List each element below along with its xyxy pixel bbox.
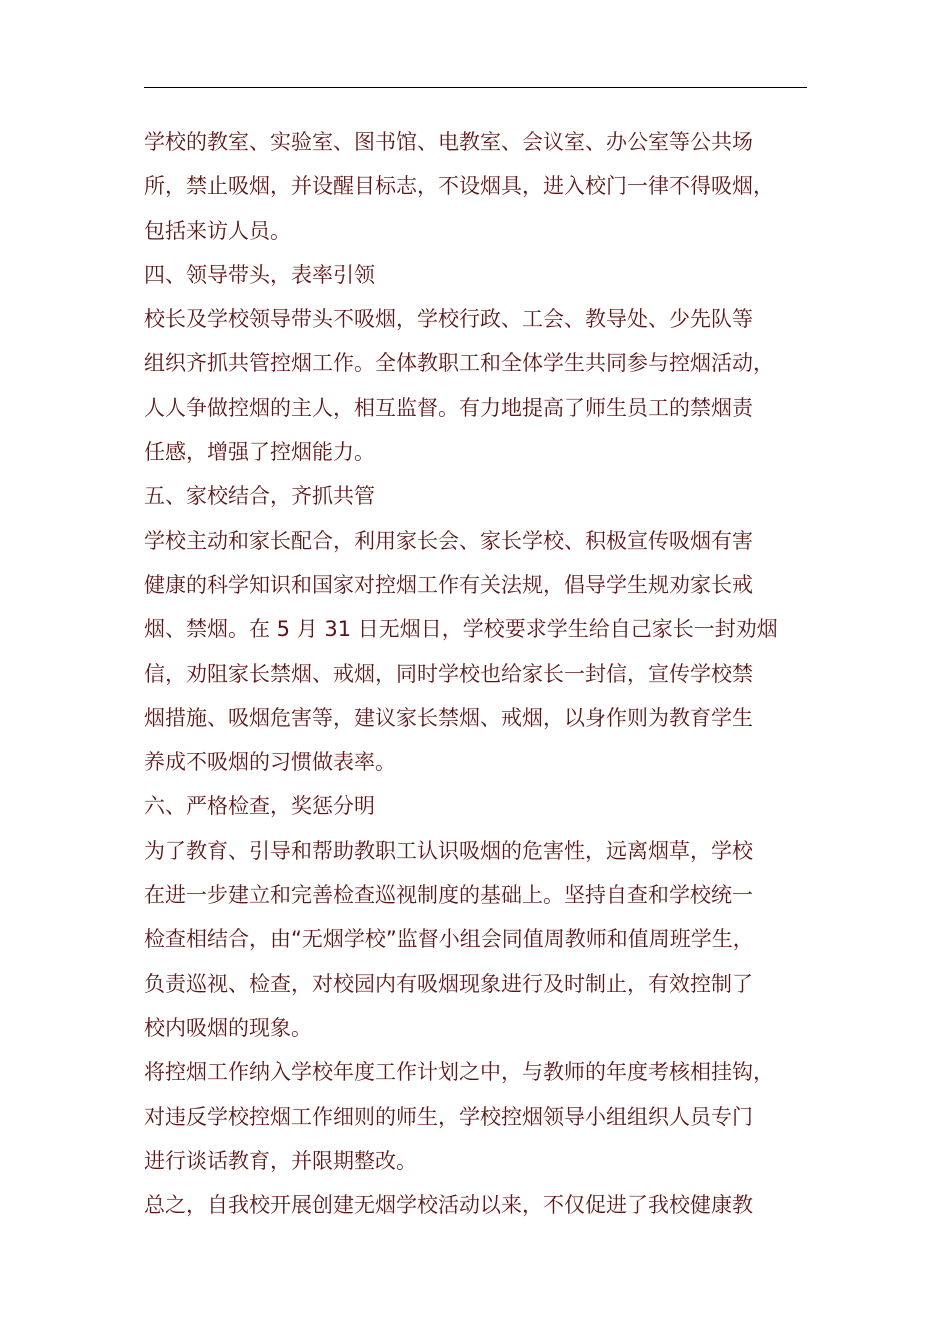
text-line: 包括来访人员。 [144,218,291,243]
text-line: 学校的教室、实验室、图书馆、电教室、会议室、办公室等公共场 [144,130,753,154]
text-line: 养成不吸烟的习惯做表率。 [144,750,396,775]
text-line: 负责巡视、检查，对校园内有吸烟现象进行及时制止，有效控制了 [144,971,753,996]
text-line: 检查相结合，由“无烟学校”监督小组会同值周教师和值周班学生， [144,927,754,952]
text-line: 校长及学校领导带头不吸烟，学校行政、工会、教导处、少先队等 [144,307,753,332]
text-line: 将控烟工作纳入学校年度工作计划之中，与教师的年度考核相挂钩， [144,1060,774,1085]
text-line: 人人争做控烟的主人，相互监督。有力地提高了师生员工的禁烟责 [144,395,753,420]
header-rule [144,87,807,88]
text-line: 进行谈话教育，并限期整改。 [144,1148,417,1173]
text-line: 在进一步建立和完善检查巡视制度的基础上。坚持自查和学校统一 [144,883,753,908]
section-heading: 五、家校结合，齐抓共管 [144,484,375,509]
text-line: 对违反学校控烟工作细则的师生，学校控烟领导小组组织人员专门 [144,1104,753,1129]
section-heading: 四、领导带头，表率引领 [144,262,375,287]
text-line: 总之，自我校开展创建无烟学校活动以来，不仅促进了我校健康教 [144,1193,753,1218]
text-line: 所，禁止吸烟，并设醒目标志，不设烟具，进入校门一律不得吸烟， [144,174,774,199]
text-line: 烟措施、吸烟危害等，建议家长禁烟、戒烟，以身作则为教育学生 [144,705,753,730]
text-line: 烟、禁烟。在 5 月 31 日无烟日，学校要求学生给自己家长一封劝烟 [144,617,778,642]
text-line: 为了教育、引导和帮助教职工认识吸烟的危害性，远离烟草，学校 [144,838,753,863]
section-heading: 六、严格检查，奖惩分明 [144,794,375,819]
document-body [144,120,812,1227]
text-line: 任感，增强了控烟能力。 [144,440,375,465]
text-line: 信，劝阻家长禁烟、戒烟，同时学校也给家长一封信，宣传学校禁 [144,661,753,686]
text-line: 健康的科学知识和国家对控烟工作有关法规，倡导学生规劝家长戒 [144,572,753,597]
text-line: 组织齐抓共管控烟工作。全体教职工和全体学生共同参与控烟活动， [144,351,774,376]
text-line: 校内吸烟的现象。 [144,1015,312,1040]
text-line: 学校主动和家长配合，利用家长会、家长学校、积极宣传吸烟有害 [144,528,753,553]
